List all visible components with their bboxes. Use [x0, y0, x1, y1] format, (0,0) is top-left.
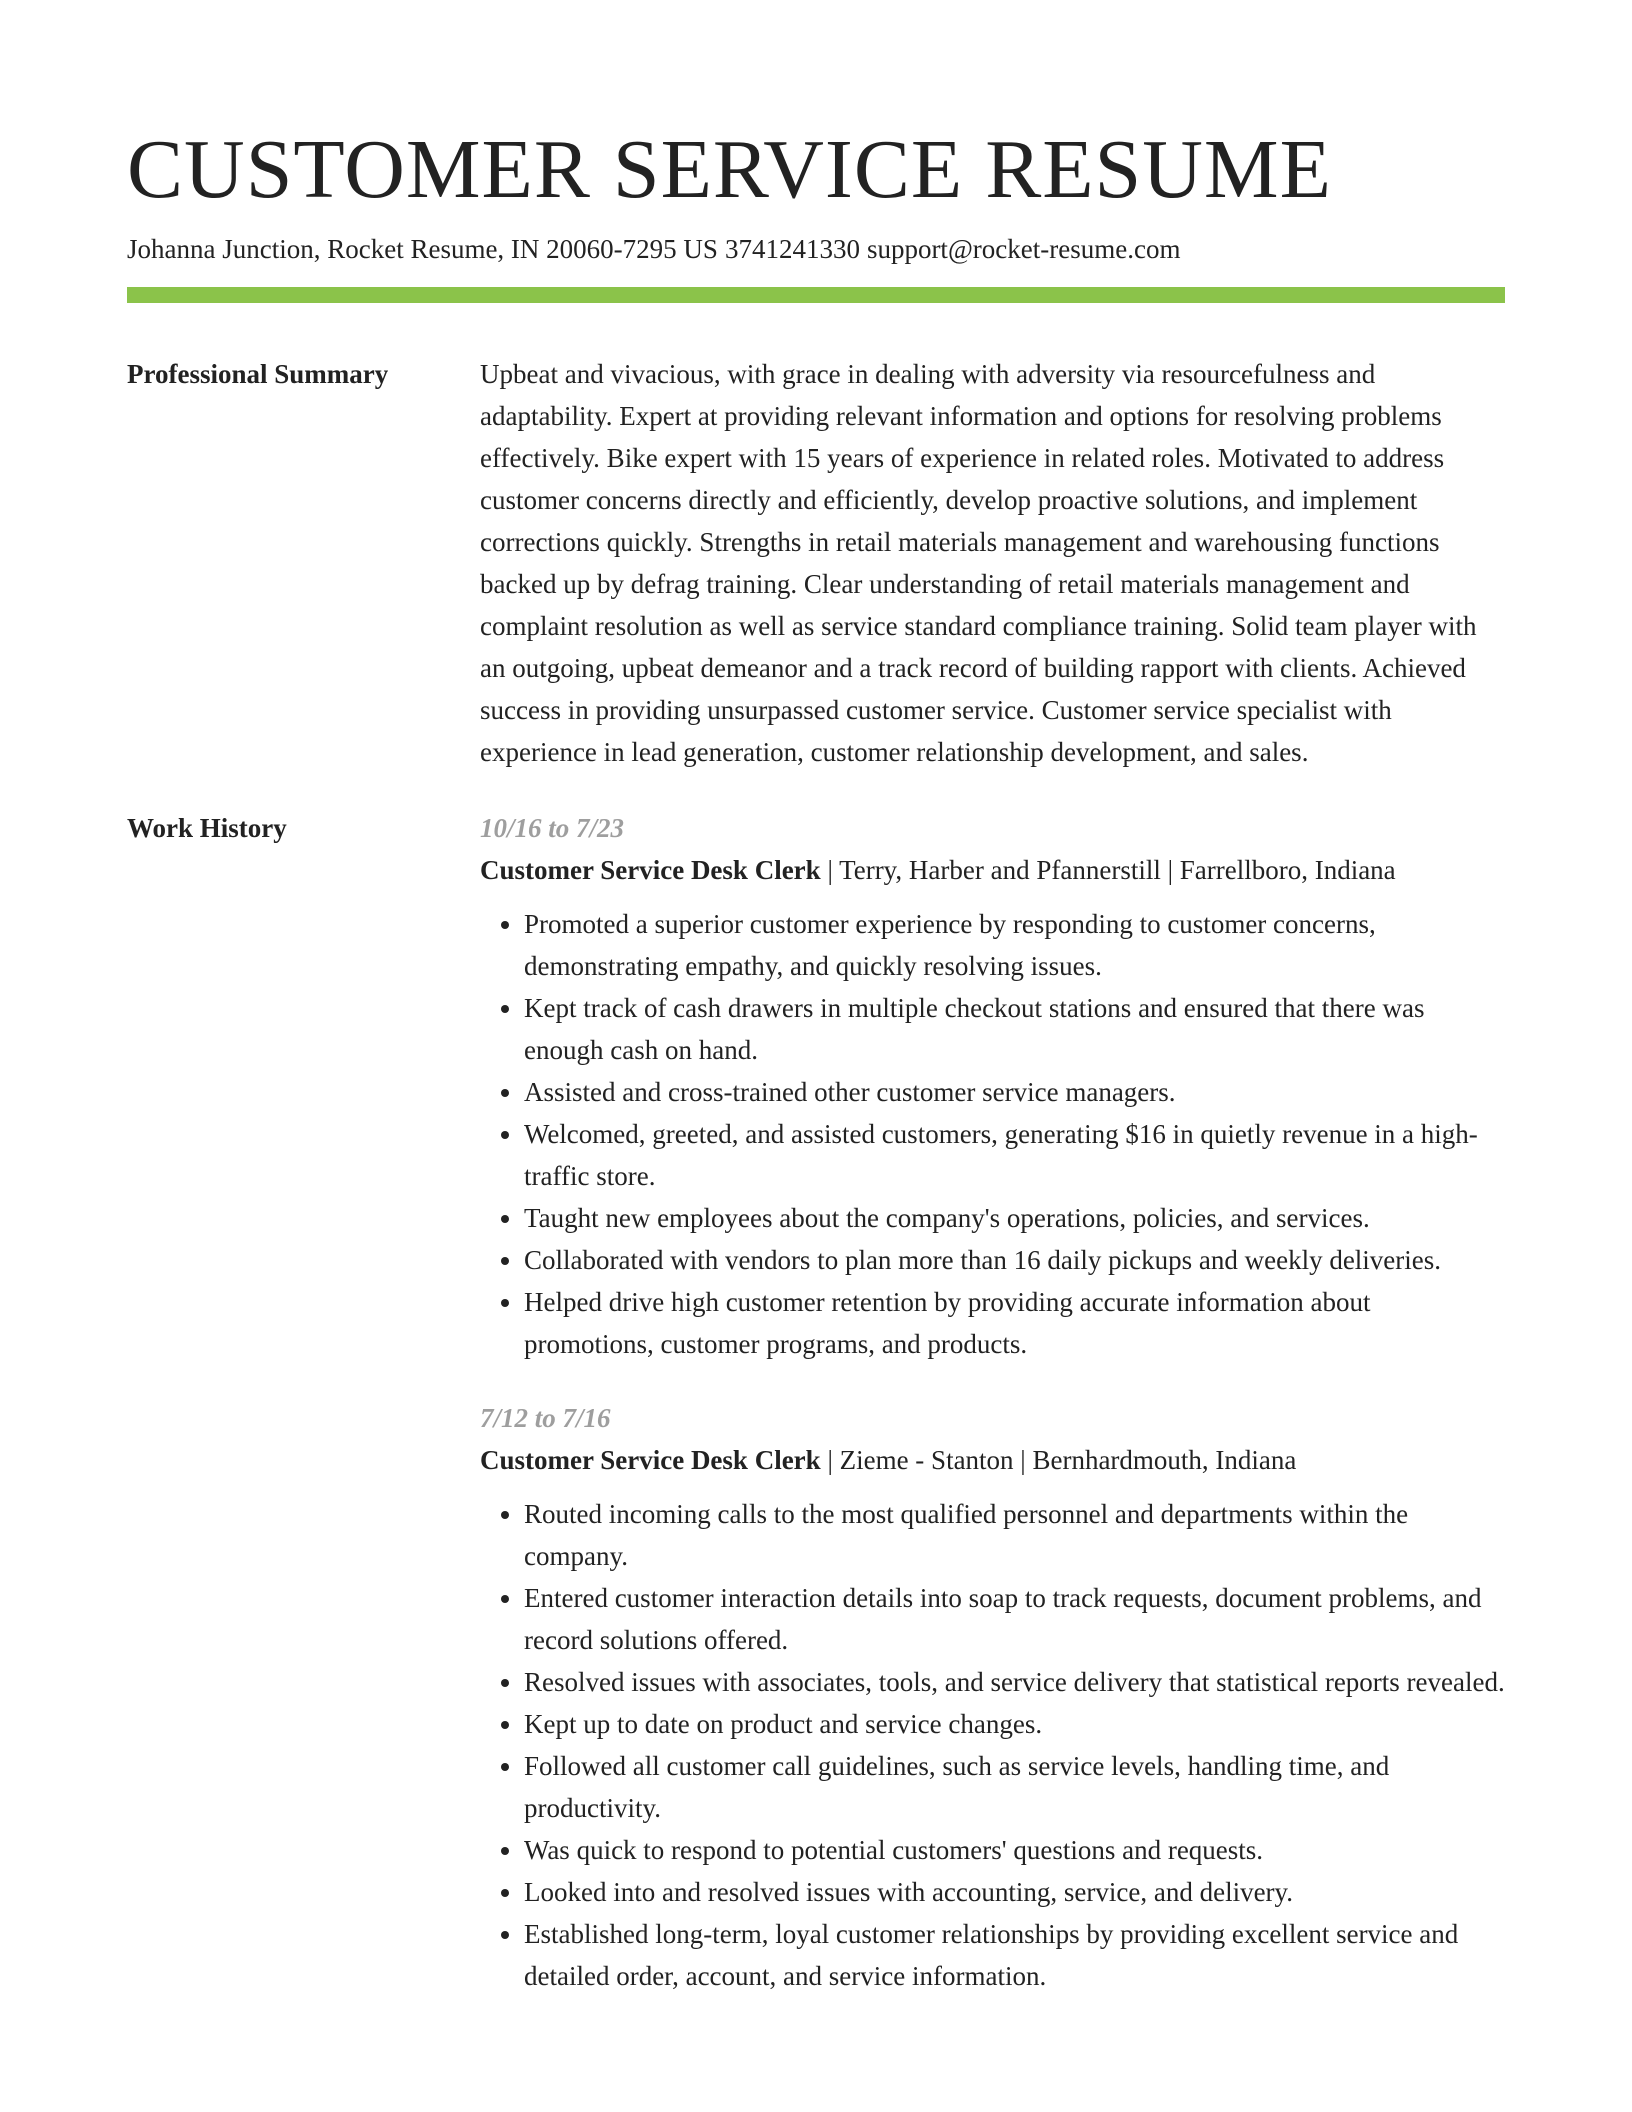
contact-address: Johanna Junction, Rocket Resume, IN 20060-7295 US	[127, 234, 718, 264]
job-duty: • Welcomed, greeted, and assisted customers, generating $16 in quietly revenue in a high-traffic store.	[524, 1113, 1505, 1197]
job-duty: • Helped drive high customer retention by providing accurate information about promotions, customer programs, and products.	[524, 1281, 1505, 1365]
job-entry	[480, 1397, 1505, 1997]
job-duty: • Was quick to respond to potential customers' questions and requests.	[524, 1829, 1505, 1871]
job-duty: • Kept up to date on product and service changes.	[524, 1703, 1505, 1745]
header-divider	[127, 287, 1505, 303]
job-duty: • Resolved issues with associates, tools, and service delivery that statistical reports revealed.	[524, 1661, 1505, 1703]
contact-phone: 3741241330	[724, 234, 860, 264]
job-duty: • Entered customer interaction details into soap to track requests, document problems, and record solutions offered.	[524, 1577, 1505, 1661]
summary-text: Upbeat and vivacious, with grace in dealing with adversity via resourcefulness and adaptability. Expert at providing relevant information and options for resolving problems effectively. Bike expert with 15 years of experience in related roles. Motivated to address customer concerns directly and efficiently, develop proactive solutions, and implement corrections quickly. Strengths in retail materials management and warehousing functions backed up by defrag training. Clear understanding of retail materials management and complaint resolution as well as service standard compliance training. Solid team player with an outgoing, upbeat demeanor and a track record of building rapport with clients. Achieved success in providing unsurpassed customer service. Customer service specialist with experience in lead generation, customer relationship development, and sales.	[480, 359, 1477, 767]
summary-section	[127, 353, 1505, 773]
job-duty: • Promoted a superior customer experience by responding to customer concerns, demonstrating empathy, and quickly resolving issues.	[524, 903, 1505, 987]
job-title: Customer Service Desk Clerk	[480, 855, 821, 885]
job-heading	[480, 849, 1505, 891]
job-duty: • Looked into and resolved issues with accounting, service, and delivery.	[524, 1871, 1505, 1913]
job-details: | Zieme - Stanton | Bernhardmouth, Indiana	[820, 1445, 1297, 1475]
work-history-section	[127, 807, 1505, 1997]
work-history-body	[480, 807, 1505, 1997]
job-title: Customer Service Desk Clerk	[480, 1445, 821, 1475]
job-dates: 7/12 to 7/16	[480, 1403, 611, 1433]
resume-title: CUSTOMER SERVICE RESUME	[127, 123, 1332, 216]
job-details: | Terry, Harber and Pfannerstill | Farrellboro, Indiana	[820, 855, 1396, 885]
job-dates: 10/16 to 7/23	[480, 813, 625, 843]
contact-line	[127, 230, 1505, 268]
resume-page	[127, 120, 1505, 1997]
job-duty: • Routed incoming calls to the most qualified personnel and departments within the company.	[524, 1493, 1505, 1577]
job-duty: • Taught new employees about the company's operations, policies, and services.	[524, 1197, 1505, 1239]
job-entry	[480, 807, 1505, 1365]
job-duty: • Kept track of cash drawers in multiple checkout stations and ensured that there was enough cash on hand.	[524, 987, 1505, 1071]
job-duty: • Collaborated with vendors to plan more than 16 daily pickups and weekly deliveries.	[524, 1239, 1505, 1281]
job-duty: • Assisted and cross-trained other customer service managers.	[524, 1071, 1505, 1113]
job-duties-list	[480, 1493, 1505, 1997]
job-duty: • Followed all customer call guidelines, such as service levels, handling time, and productivity.	[524, 1745, 1505, 1829]
job-duty: • Established long-term, loyal customer relationships by providing excellent service and detailed order, account, and service information.	[524, 1913, 1505, 1997]
job-heading	[480, 1439, 1505, 1481]
work-history-label: Work History	[127, 813, 287, 843]
job-duties-list	[480, 903, 1505, 1365]
contact-email[interactable]: support@rocket-resume.com	[866, 234, 1181, 264]
summary-label: Professional Summary	[127, 359, 389, 389]
